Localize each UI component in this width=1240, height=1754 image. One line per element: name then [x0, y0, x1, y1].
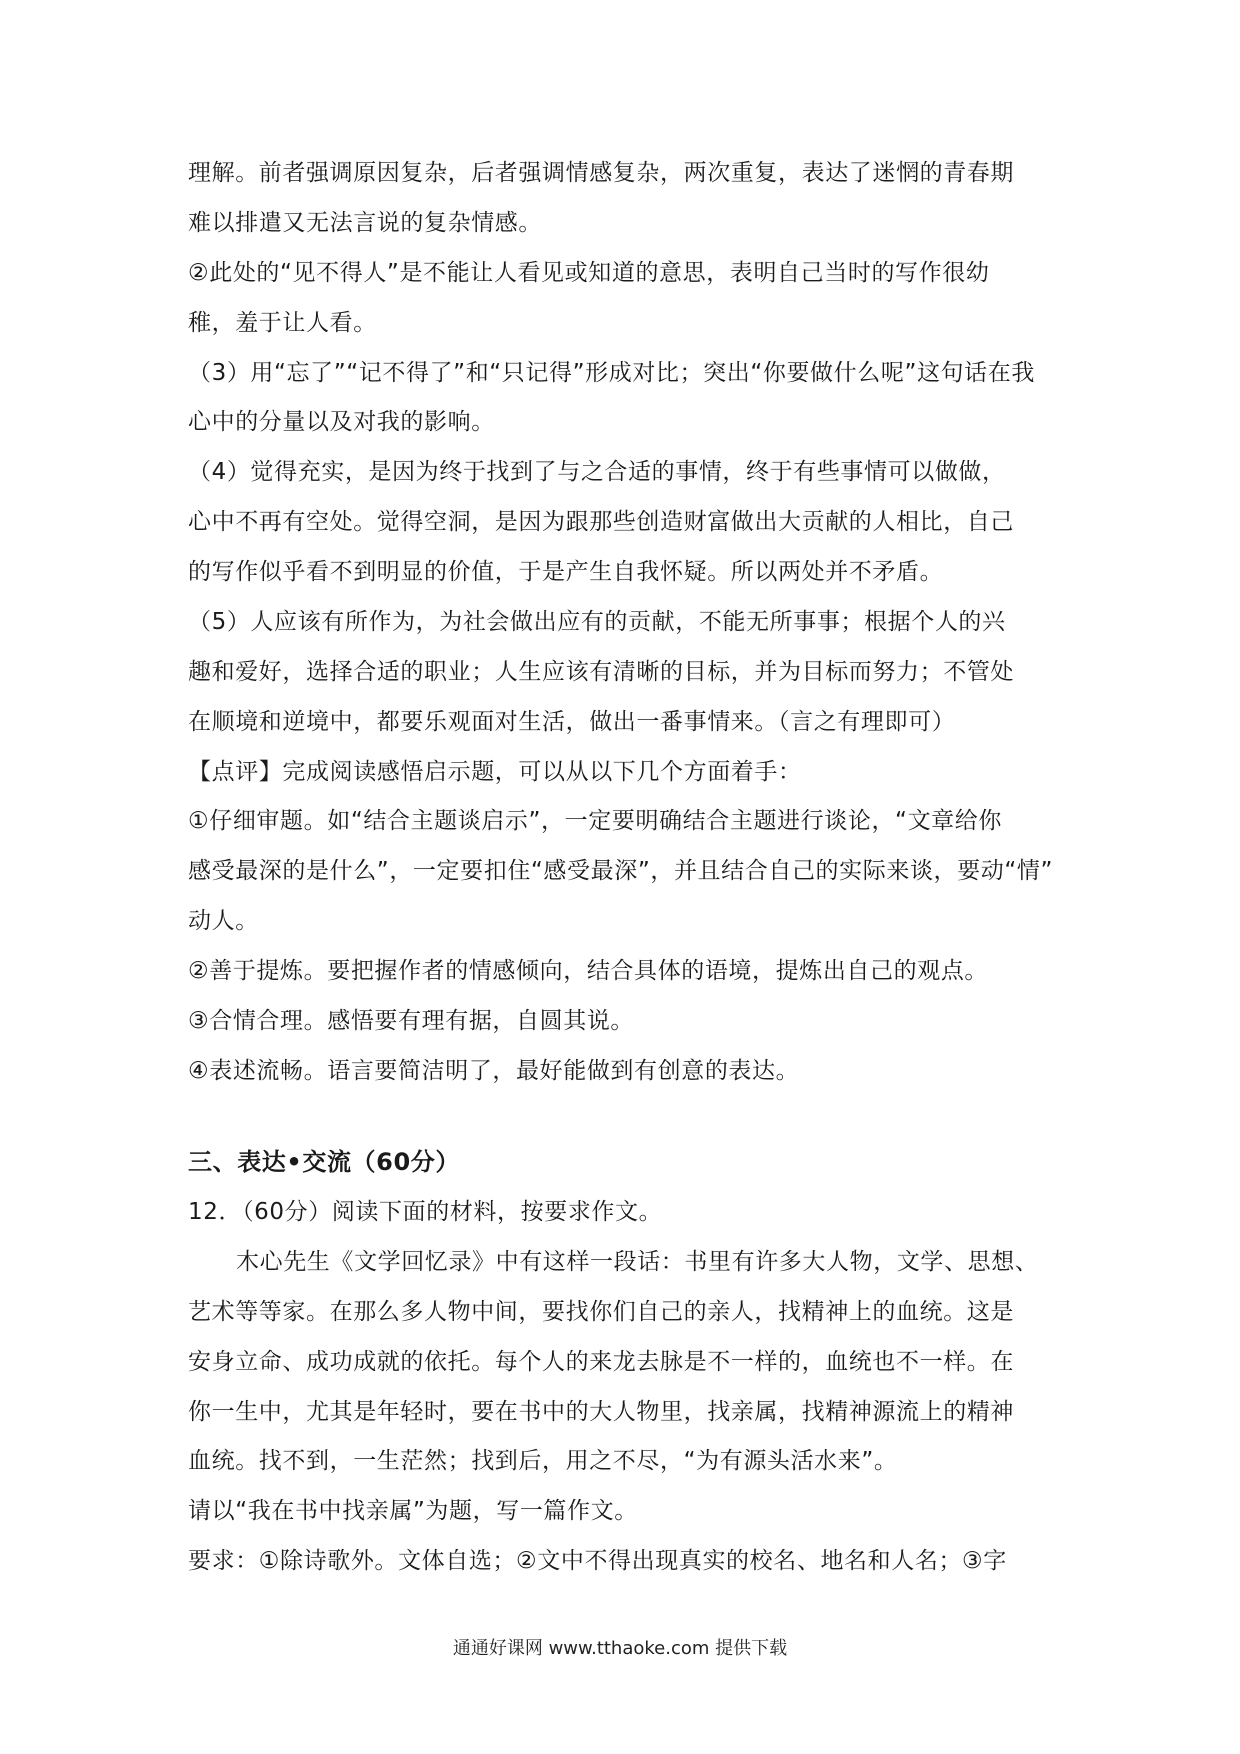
text-line: 请以“我在书中找亲属”为题，写一篇作文。 [188, 1498, 638, 1524]
text-line: 趣和爱好，选择合适的职业；人生应该有清晰的目标，并为目标而努力；不管处 [188, 659, 1014, 685]
text-line: 的写作似乎看不到明显的价值，于是产生自我怀疑。所以两处并不矛盾。 [188, 559, 944, 585]
text-line: 稚，羞于让人看。 [188, 310, 377, 336]
text-line: 动人。 [188, 908, 259, 934]
text-line: ②此处的“见不得人”是不能让人看见或知道的意思，表明自己当时的写作很幼 [188, 260, 990, 286]
text-line: ③合情合理。感悟要有理有据，自圆其说。 [188, 1008, 635, 1034]
comment-heading: 【点评】完成阅读感悟启示题，可以从以下几个方面着手： [188, 759, 802, 785]
text-line: 理解。前者强调原因复杂，后者强调情感复杂，两次重复，表达了迷惘的青春期 [188, 160, 1014, 186]
text-line: （5）人应该有所作为，为社会做出应有的贡献，不能无所事事；根据个人的兴 [188, 609, 1006, 635]
text-line: 心中的分量以及对我的影响。 [188, 409, 495, 435]
text-line: （4）觉得充实，是因为终于找到了与之合适的事情，终于有些事情可以做做， [188, 459, 1006, 485]
text-line: 安身立命、成功成就的依托。每个人的来龙去脉是不一样的，血统也不一样。在 [188, 1349, 1014, 1375]
question-line: 12．（60分）阅读下面的材料，按要求作文。 [188, 1199, 663, 1225]
text-line: 艺术等等家。在那么多人物中间，要找你们自己的亲人，找精神上的血统。这是 [188, 1299, 1014, 1325]
text-line: ②善于提炼。要把握作者的情感倾向，结合具体的语境，提炼出自己的观点。 [188, 958, 989, 984]
text-line: 难以排遣又无法言说的复杂情感。 [188, 210, 542, 236]
section-heading: 三、表达•交流（60分） [188, 1148, 460, 1176]
text-line: 血统。找不到，一生茫然；找到后，用之不尽，“为有源头活水来”。 [188, 1448, 898, 1474]
text-line: 在顺境和逆境中，都要乐观面对生活，做出一番事情来。（言之有理即可） [188, 709, 956, 735]
text-line: 感受最深的是什么”，一定要扣住“感受最深”，并且结合自己的实际来谈，要动“情” [188, 858, 1053, 884]
text-line: ④表述流畅。语言要简洁明了，最好能做到有创意的表达。 [188, 1058, 800, 1084]
text-line: 要求：①除诗歌外。文体自选；②文中不得出现真实的校名、地名和人名；③字 [188, 1548, 1007, 1574]
text-line: （3）用“忘了”“记不得了”和“只记得”形成对比；突出“你要做什么呢”这句话在我 [188, 360, 1035, 386]
text-line: 木心先生《文学回忆录》中有这样一段话：书里有许多大人物，文学、思想、 [236, 1249, 1039, 1275]
text-line: ①仔细审题。如“结合主题谈启示”，一定要明确结合主题进行谈论，“文章给你 [188, 808, 1002, 834]
page-footer: 通通好课网 www.tthaoke.com 提供下载 [452, 1638, 788, 1659]
text-line: 你一生中，尤其是年轻时，要在书中的大人物里，找亲属，找精神源流上的精神 [188, 1399, 1014, 1425]
text-line: 心中不再有空处。觉得空洞，是因为跟那些创造财富做出大贡献的人相比，自己 [188, 509, 1014, 535]
